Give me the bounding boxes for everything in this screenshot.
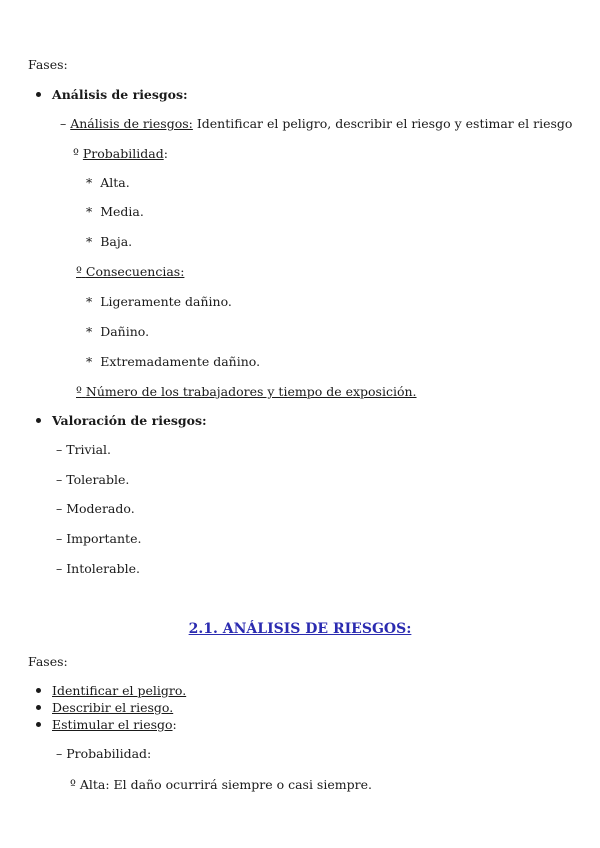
star-glyph: * bbox=[86, 175, 93, 190]
degree-glyph: º bbox=[76, 264, 82, 279]
valuation-label: Moderado. bbox=[66, 501, 135, 516]
consecuencias-line bbox=[76, 264, 184, 279]
dash-glyph: – bbox=[56, 561, 63, 576]
dash-item-analisis bbox=[60, 116, 572, 132]
bullet-describir bbox=[36, 700, 173, 716]
cons-item-ligero bbox=[86, 294, 232, 310]
dash-item-label: Probabilidad: bbox=[66, 746, 152, 761]
star-glyph: * bbox=[86, 204, 93, 219]
section-title: 2.1. ANÁLISIS DE RIESGOS: bbox=[188, 621, 412, 637]
bullet-colon: : bbox=[172, 717, 177, 732]
star-glyph: * bbox=[86, 294, 93, 309]
bullet-dot bbox=[36, 418, 41, 423]
trabajadores-label: Número de los trabajadores y tiempo de exposición. bbox=[85, 384, 417, 399]
sub-item-trabajadores bbox=[28, 384, 417, 400]
bullet-analisis bbox=[36, 87, 188, 103]
prob-item-media bbox=[86, 204, 144, 220]
bullet-identificar bbox=[36, 683, 186, 699]
prob-item-label: Alta. bbox=[100, 175, 130, 190]
sub-item-consecuencias bbox=[28, 264, 184, 280]
cons-item-label: Extremadamente dañino. bbox=[100, 354, 261, 369]
prob-item-baja bbox=[86, 234, 132, 250]
dash-glyph: – bbox=[56, 472, 63, 487]
bullet-estimular bbox=[36, 717, 177, 733]
dash-glyph: – bbox=[56, 531, 63, 546]
prob-item-alta bbox=[86, 175, 130, 191]
prob-item-label: Baja. bbox=[100, 234, 133, 249]
intro-label: Fases: bbox=[28, 57, 68, 72]
sub-item-alta bbox=[70, 777, 372, 793]
dash-glyph: – bbox=[56, 746, 63, 761]
valuation-item bbox=[56, 561, 140, 577]
degree-glyph: º bbox=[70, 777, 76, 792]
trabajadores-line bbox=[76, 384, 417, 399]
valuation-item bbox=[56, 472, 129, 488]
bullet-label: Identificar el peligro. bbox=[52, 683, 187, 698]
bullet-dot bbox=[36, 722, 41, 727]
dash-glyph: – bbox=[56, 442, 63, 457]
cons-item-label: Ligeramente dañino. bbox=[100, 294, 232, 309]
star-glyph: * bbox=[86, 234, 93, 249]
degree-glyph: º bbox=[73, 146, 79, 161]
intro-label-2: Fases: bbox=[28, 654, 68, 669]
valuation-label: Trivial. bbox=[66, 442, 112, 457]
sub-item-label: Alta: El daño ocurrirá siempre o casi siempre. bbox=[79, 777, 372, 792]
star-glyph: * bbox=[86, 324, 93, 339]
bullet-label: Describir el riesgo. bbox=[52, 700, 174, 715]
prob-item-label: Media. bbox=[100, 204, 144, 219]
bullet-label: Análisis de riesgos: bbox=[52, 87, 188, 102]
dash-item-label: Análisis de riesgos: bbox=[70, 116, 193, 131]
cons-item-danino bbox=[86, 324, 149, 340]
valuation-item bbox=[56, 531, 141, 547]
bullet-dot bbox=[36, 92, 41, 97]
degree-glyph: º bbox=[76, 384, 82, 399]
probabilidad-label: Probabilidad bbox=[82, 146, 164, 161]
bullet-label: Estimular el riesgo bbox=[52, 717, 173, 732]
valuation-item bbox=[56, 501, 135, 517]
probabilidad-colon: : bbox=[163, 146, 168, 161]
bullet-dot bbox=[36, 688, 41, 693]
consecuencias-label: Consecuencias: bbox=[85, 264, 185, 279]
bullet-valoracion bbox=[36, 413, 207, 429]
dash-glyph: – bbox=[60, 116, 67, 131]
dash-glyph: – bbox=[56, 501, 63, 516]
valuation-item bbox=[56, 442, 111, 458]
valuation-label: Tolerable. bbox=[66, 472, 130, 487]
valuation-label: Importante. bbox=[66, 531, 142, 546]
dash-item-text: Identificar el peligro, describir el riesgo y estimar el riesgo bbox=[192, 116, 573, 131]
bullet-dot bbox=[36, 705, 41, 710]
sub-item-probabilidad bbox=[73, 146, 168, 162]
star-glyph: * bbox=[86, 354, 93, 369]
bullet-label: Valoración de riesgos: bbox=[52, 413, 207, 428]
dash-item-probabilidad bbox=[56, 746, 151, 762]
cons-item-label: Dañino. bbox=[100, 324, 150, 339]
cons-item-extremo bbox=[86, 354, 260, 370]
valuation-label: Intolerable. bbox=[66, 561, 140, 576]
